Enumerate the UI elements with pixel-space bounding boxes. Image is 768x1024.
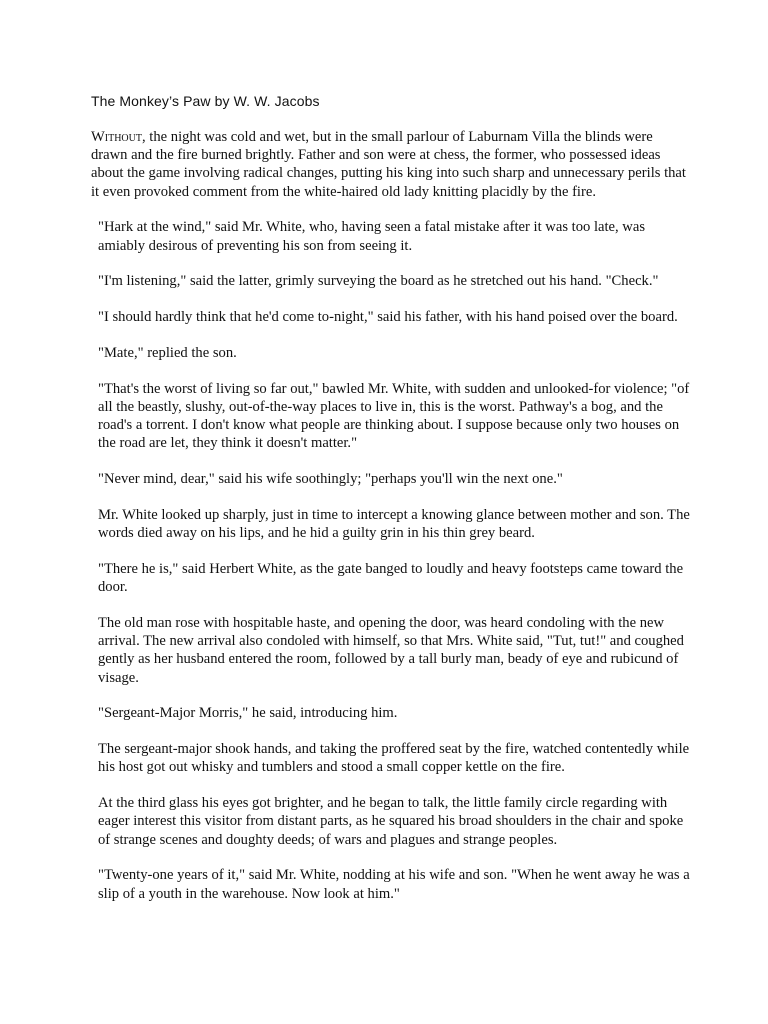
paragraph-14: "Twenty-one years of it," said Mr. White, nodding at his wife and son. "When he went away he was a slip of a youth in the warehouse. Now look at him." bbox=[98, 867, 690, 902]
paragraph-1 bbox=[91, 128, 691, 201]
paragraph-4: "I should hardly think that he'd come to-night," said his father, with his hand poised over the board. bbox=[98, 309, 678, 326]
document-title: The Monkey’s Paw by W. W. Jacobs bbox=[91, 93, 320, 109]
paragraph-7: "Never mind, dear," said his wife soothingly; "perhaps you'll win the next one." bbox=[98, 471, 563, 488]
paragraph-10: The old man rose with hospitable haste, and opening the door, was heard condoling with the new arrival. The new arrival also condoled with himself, so that Mrs. White said, "Tut, tut!" and coughed gently as her husband entered the room, followed by a tall burly man, beady of eye and rubicund of visage. bbox=[98, 615, 684, 686]
paragraph-3: "I'm listening," said the latter, grimly surveying the board as he stretched out his hand. "Check." bbox=[98, 273, 659, 290]
drop-word: Without bbox=[91, 129, 142, 145]
paragraph-9: "There he is," said Herbert White, as the gate banged to loudly and heavy footsteps came toward the door. bbox=[98, 561, 684, 596]
paragraph-2: "Hark at the wind," said Mr. White, who, having seen a fatal mistake after it was too late, was amiably desirous of preventing his son from seeing it. bbox=[98, 219, 646, 254]
paragraph-5: "Mate," replied the son. bbox=[98, 345, 237, 361]
paragraph-11: "Sergeant-Major Morris," he said, introducing him. bbox=[98, 705, 398, 722]
paragraph-1-text: , the night was cold and wet, but in the small parlour of Laburnam Villa the blinds were drawn and the fire burned brightly. Father and son were at chess, the former, who possessed ideas about the game involving radical changes, putting his king into such sharp and unnecessary perils that it even provoked comment from the white-haired old lady knitting placidly by the fire. bbox=[91, 129, 686, 200]
paragraph-12: The sergeant-major shook hands, and taking the proffered seat by the fire, watched contentedly while his host got out whisky and tumblers and stood a small copper kettle on the fire. bbox=[98, 741, 690, 776]
document-body bbox=[91, 128, 691, 920]
paragraph-13: At the third glass his eyes got brighter, and he began to talk, the little family circle regarding with eager interest this visitor from distant parts, as he squared his broad shoulders in the chair and spoke of strange scenes and doughty deeds; of wars and plagues and strange peoples. bbox=[98, 795, 684, 848]
paragraph-6: "That's the worst of living so far out," bawled Mr. White, with sudden and unlooked-for violence; "of all the beastly, slushy, out-of-the-way places to live in, this is the worst. Pathway's a bog, and the road's a torrent. I don't know what people are thinking about. I suppose because only two houses on the road are let, they think it doesn't matter." bbox=[98, 380, 690, 452]
paragraph-8: Mr. White looked up sharply, just in time to intercept a knowing glance between mother and son. The words died away on his lips, and he hid a guilty grin in his thin grey beard. bbox=[98, 507, 690, 542]
